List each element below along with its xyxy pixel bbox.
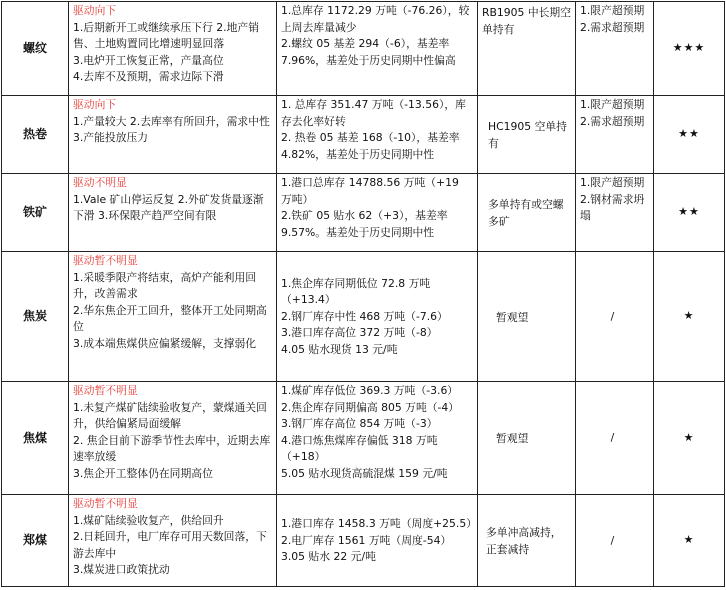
stock-cell bbox=[277, 2, 478, 96]
driver-cell bbox=[69, 495, 277, 587]
risk-line: / bbox=[610, 309, 615, 323]
risk-cell bbox=[576, 174, 654, 252]
stock-line: 3.港口库存高位 372 万吨（-8） bbox=[281, 326, 438, 340]
rating-stars: ★ bbox=[654, 382, 725, 495]
rating-stars: ★★ bbox=[654, 174, 725, 252]
stock-line: 2.螺纹 05 基差 294（-6），基差率 7.96%，基差处于历史同期中性偏高 bbox=[281, 37, 456, 67]
driver-heading: 驱动暂不明显 bbox=[73, 254, 138, 267]
driver-line: 2.华东焦企开工回升，整体开工处同期高位 bbox=[73, 303, 267, 334]
strategy-cell: 多单冲高减持，正套减持 bbox=[478, 495, 576, 587]
stock-cell bbox=[277, 96, 478, 174]
commodity-name: 郑煤 bbox=[2, 495, 69, 587]
stock-line: 1.焦企库存同期低位 72.8 万吨（+13.4） bbox=[281, 276, 431, 307]
stock-line: 1.总库存 1172.29 万吨（-76.26），较上周去库量减少 bbox=[281, 4, 470, 34]
driver-heading: 驱动向下 bbox=[73, 4, 117, 17]
risk-cell bbox=[576, 2, 654, 96]
driver-cell bbox=[69, 252, 277, 382]
driver-line: 1.产量较大 2.去库率有所回升，需求中性 3.产能投放压力 bbox=[73, 114, 270, 145]
risk-line: / bbox=[610, 431, 615, 445]
table-row bbox=[2, 252, 725, 382]
commodity-name: 螺纹 bbox=[2, 2, 69, 96]
strategy-cell: RB1905 中长期空单持有 bbox=[478, 2, 576, 96]
table-row bbox=[2, 96, 725, 174]
stock-cell bbox=[277, 495, 478, 587]
driver-cell bbox=[69, 382, 277, 495]
driver-heading: 驱动暂不明显 bbox=[73, 497, 138, 510]
commodity-name: 焦炭 bbox=[2, 252, 69, 382]
risk-line: 2.需求超预期 bbox=[580, 114, 645, 128]
table-row bbox=[2, 382, 725, 495]
stock-line: 1.煤矿库存低位 369.3 万吨（-3.6） bbox=[281, 384, 459, 397]
driver-line: 1.未复产煤矿陆续验收复产，蒙煤通关回升，供给偏紧局面缓解 bbox=[73, 400, 267, 431]
stock-cell bbox=[277, 174, 478, 252]
stock-line: 2.钢厂库存中性 468 万吨（-7.6） bbox=[281, 309, 448, 323]
risk-line: 1.限产超预期 bbox=[580, 98, 645, 111]
rating-stars: ★★★ bbox=[654, 2, 725, 96]
table-row bbox=[2, 174, 725, 252]
table-row bbox=[2, 2, 725, 96]
stock-line: 4.港口炼焦煤库存偏低 318 万吨（+18） bbox=[281, 433, 438, 464]
stock-line: 1.港口总库存 14788.56 万吨（+19 万吨） bbox=[281, 176, 459, 206]
rating-stars: ★ bbox=[654, 252, 725, 382]
stock-line: 2.铁矿 05 贴水 62（+3），基差率 9.57%。基差处于历史同期中性 bbox=[281, 209, 448, 239]
driver-line: 2. 焦企目前下游季节性去库中，近期去库速率放缓 bbox=[73, 433, 271, 464]
driver-line: 1.Vale 矿山停运反复 2.外矿发货量逐渐下滑 3.环保限产趋严空间有限 bbox=[73, 192, 264, 223]
driver-line: 3.煤炭进口政策扰动 bbox=[73, 563, 170, 577]
rating-stars: ★★ bbox=[654, 96, 725, 174]
driver-cell bbox=[69, 2, 277, 96]
driver-cell bbox=[69, 174, 277, 252]
driver-line: 2.日耗回升，电厂库存可用天数回落，下游去库中 bbox=[73, 530, 267, 560]
driver-line: 1.煤矿陆续验收复产，供给回升 bbox=[73, 513, 224, 527]
strategy-cell: 暂观望 bbox=[478, 382, 576, 495]
risk-line: 1.限产超预期 bbox=[580, 176, 645, 189]
strategy-cell: 多单持有或空螺多矿 bbox=[478, 174, 576, 252]
driver-line: 3.成本端焦煤供应偏紧缓解，支撑弱化 bbox=[73, 336, 257, 350]
commodity-name: 铁矿 bbox=[2, 174, 69, 252]
risk-line: 1.限产超预期 bbox=[580, 4, 645, 17]
stock-line: 2. 热卷 05 基差 168（-10），基差率 4.82%，基差处于历史同期中性 bbox=[281, 131, 460, 161]
risk-cell bbox=[576, 252, 654, 382]
commodity-name: 焦煤 bbox=[2, 382, 69, 495]
table-row bbox=[2, 495, 725, 587]
driver-line: 1.采暖季限产将结束，高炉产能利用回升，改善需求 bbox=[73, 270, 257, 301]
driver-line: 3.焦企开工整体仍在同期高位 bbox=[73, 466, 213, 480]
stock-line: 1.港口库存 1458.3 万吨（周度+25.5） bbox=[281, 517, 477, 531]
risk-line: 2.需求超预期 bbox=[580, 20, 645, 34]
risk-cell bbox=[576, 96, 654, 174]
commodity-table bbox=[1, 1, 725, 587]
risk-cell bbox=[576, 495, 654, 587]
stock-line: 2.电厂库存 1561 万吨（周度-54） bbox=[281, 533, 452, 547]
commodity-name: 热卷 bbox=[2, 96, 69, 174]
risk-line: 2.钢材需求坍塌 bbox=[580, 192, 645, 223]
strategy-cell: 暂观望 bbox=[478, 252, 576, 382]
risk-cell bbox=[576, 382, 654, 495]
driver-line: 3.电炉开工恢复正常，产量高位 bbox=[73, 53, 224, 67]
rating-stars: ★ bbox=[654, 495, 725, 587]
driver-heading: 驱动不明显 bbox=[73, 176, 127, 189]
driver-heading: 驱动向下 bbox=[73, 98, 117, 111]
stock-line: 1. 总库存 351.47 万吨（-13.56），库存去化率好转 bbox=[281, 98, 466, 128]
stock-line: 5.05 贴水现货高硫混煤 159 元/吨 bbox=[281, 466, 448, 480]
strategy-cell: HC1905 空单持有 bbox=[478, 96, 576, 174]
stock-line: 4.05 贴水现货 13 元/吨 bbox=[281, 342, 398, 356]
driver-cell bbox=[69, 96, 277, 174]
stock-cell bbox=[277, 382, 478, 495]
stock-line: 3.05 贴水 22 元/吨 bbox=[281, 550, 376, 564]
driver-heading: 驱动暂不明显 bbox=[73, 384, 138, 397]
stock-line: 2.焦企库存同期偏高 805 万吨（-4） bbox=[281, 400, 460, 414]
stock-line: 3.钢厂库存高位 854 万吨（-3） bbox=[281, 417, 438, 431]
driver-line: 4.去库不及预期，需求边际下滑 bbox=[73, 70, 224, 84]
risk-line: / bbox=[610, 533, 615, 547]
driver-line: 1.后期新开工或继续承压下行 2.地产销售、土地购置同比增速明显回落 bbox=[73, 20, 259, 51]
stock-cell bbox=[277, 252, 478, 382]
